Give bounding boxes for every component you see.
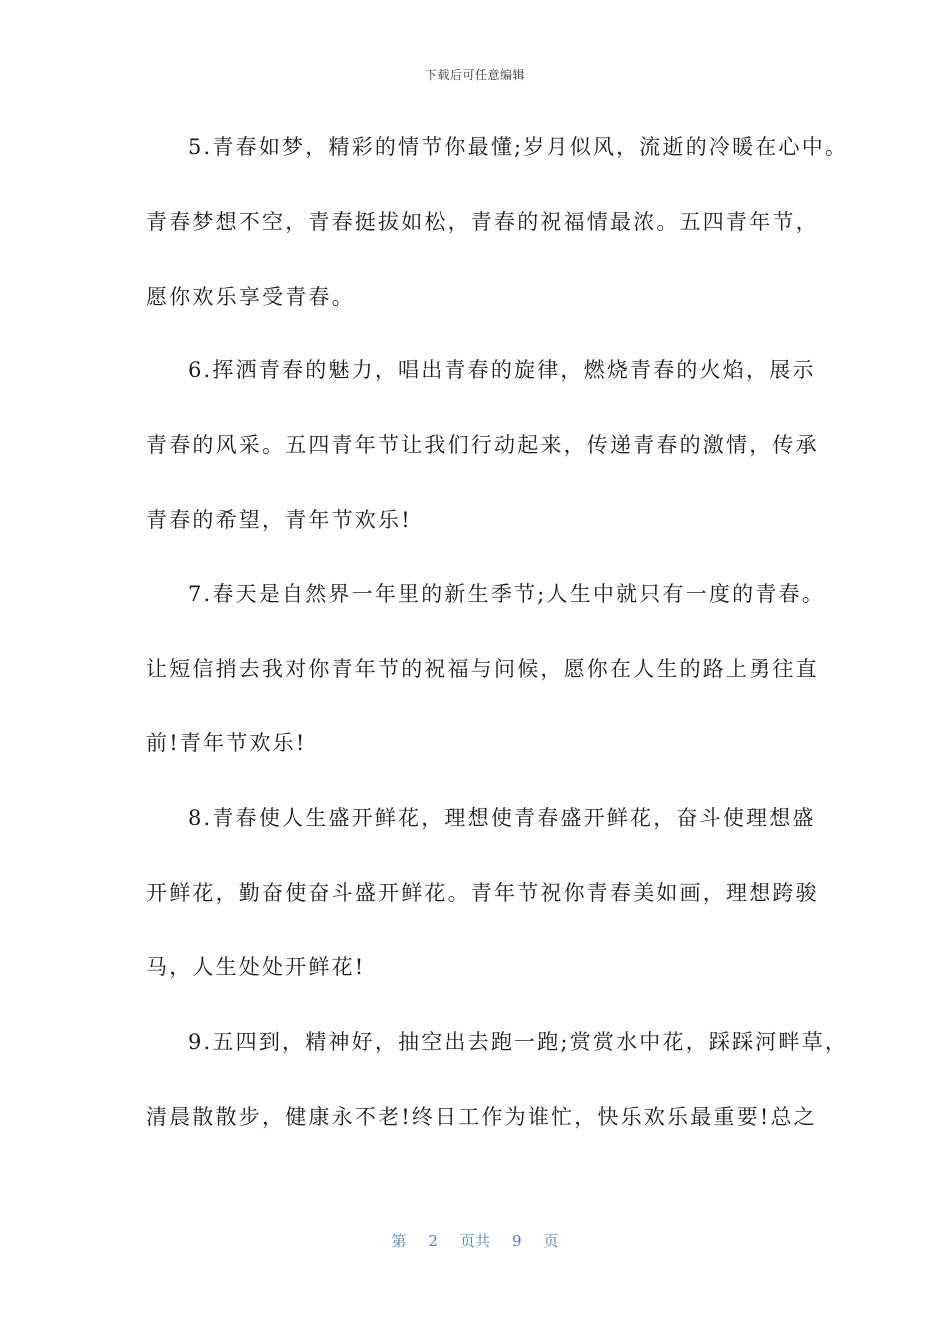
paragraph-5-line-1: 5.青春如梦，精彩的情节你最懂;岁月似风，流逝的冷暖在心中。: [188, 135, 849, 159]
paragraph-6-line-1: 6.挥洒青春的魅力，唱出青春的旋律，燃烧青春的火焰，展示: [188, 358, 816, 382]
paragraph-7-line-1: 7.春天是自然界一年里的新生季节;人生中就只有一度的青春。: [188, 582, 825, 606]
paragraph-6-line-3: 青春的希望，青年节欢乐!: [146, 508, 412, 532]
footer-middle: 页共: [459, 1232, 490, 1250]
page-footer: [0, 1230, 950, 1251]
footer-prefix: 第: [391, 1232, 407, 1250]
footer-suffix: 页: [543, 1232, 559, 1250]
paragraph-9-line-2: 清晨散散步，健康永不老!终日工作为谁忙，快乐欢乐最重要!总之: [146, 1105, 817, 1129]
paragraph-7-line-3: 前!青年节欢乐!: [146, 731, 307, 755]
footer-page-number: 2: [428, 1232, 438, 1250]
paragraph-8-line-3: 马，人生处处开鲜花!: [146, 955, 366, 979]
page-header: 下载后可任意编辑: [424, 68, 525, 82]
paragraph-9-line-1: 9.五四到，精神好，抽空出去跑一跑;赏赏水中花，踩踩河畔草，: [188, 1030, 849, 1054]
paragraph-6-line-2: 青春的风采。五四青年节让我们行动起来，传递青春的激情，传承: [146, 433, 819, 457]
paragraph-8-line-2: 开鲜花，勤奋使奋斗盛开鲜花。青年节祝你青春美如画，理想跨骏: [146, 881, 819, 905]
footer-total-pages: 9: [512, 1232, 522, 1250]
paragraph-5-line-2: 青春梦想不空，青春挺拔如松，青春的祝福情最浓。五四青年节，: [146, 210, 819, 234]
paragraph-8-line-1: 8.青春使人生盛开鲜花，理想使青春盛开鲜花，奋斗使理想盛: [188, 806, 816, 830]
paragraph-5-line-3: 愿你欢乐享受青春。: [146, 285, 355, 309]
paragraph-7-line-2: 让短信捎去我对你青年节的祝福与问候，愿你在人生的路上勇往直: [146, 657, 819, 681]
